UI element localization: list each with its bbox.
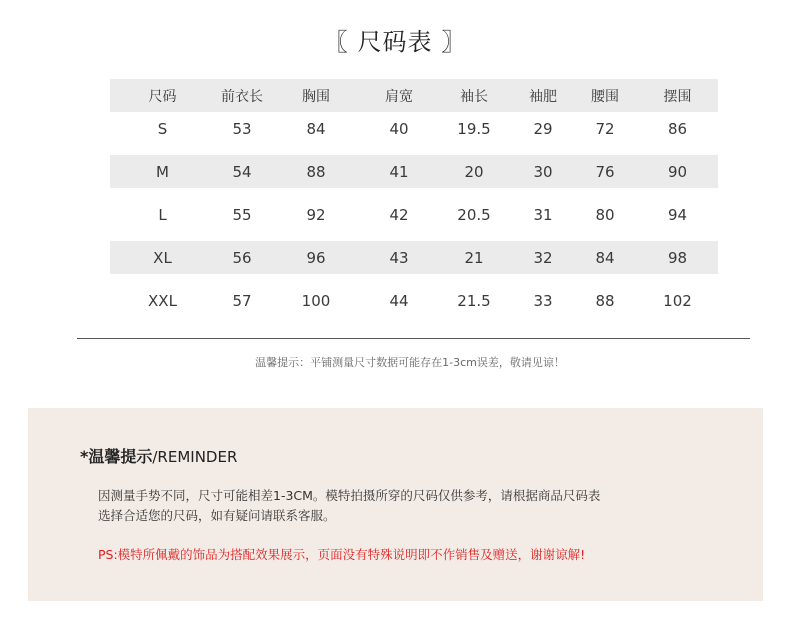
page-title: 〖 尺码表 〗 — [323, 28, 467, 56]
table-cell: XL — [110, 241, 215, 274]
table-cell: 20.5 — [457, 205, 491, 224]
table-cell: 53 — [232, 119, 252, 138]
table-cell: 21 — [435, 241, 513, 274]
reminder-line: 因测量手势不同，尺寸可能相差1-3CM。模特拍摄所穿的尺码仅供参考，请根据商品尺码表 — [98, 488, 601, 503]
header-cell: 前衣长 — [215, 79, 269, 112]
measurement-note: 温馨提示：平铺测量尺寸数据可能存在1-3cm误差，敬请见谅！ — [255, 356, 565, 369]
table-cell: 102 — [663, 291, 692, 310]
table-cell: 72 — [595, 119, 615, 138]
table-cell: 88 — [269, 155, 363, 188]
header-cell: 袖肥 — [513, 79, 573, 112]
divider — [77, 338, 750, 339]
header-cell: 肩宽 — [363, 79, 435, 112]
table-cell: 20 — [435, 155, 513, 188]
table-row — [110, 155, 718, 188]
header-cell: 胸围 — [269, 79, 363, 112]
table-cell: S — [157, 119, 168, 138]
reminder-ps: PS:模特所佩戴的饰品为搭配效果展示，页面没有特殊说明即不作销售及赠送，谢谢谅解! — [98, 547, 586, 562]
header-cell: 尺码 — [110, 79, 215, 112]
table-cell: 21.5 — [457, 291, 491, 310]
table-cell: 80 — [595, 205, 615, 224]
table-cell: 76 — [573, 155, 637, 188]
table-cell: XXL — [148, 291, 177, 310]
table-cell: 32 — [513, 241, 573, 274]
table-cell: 42 — [389, 205, 409, 224]
header-cell: 腰围 — [573, 79, 637, 112]
table-cell: 44 — [389, 291, 409, 310]
table-cell: 88 — [595, 291, 615, 310]
table-cell: 96 — [269, 241, 363, 274]
table-header-row — [110, 79, 718, 112]
table-cell: 86 — [667, 119, 688, 138]
table-cell: 29 — [533, 119, 553, 138]
table-cell: L — [158, 205, 167, 224]
table-cell: 90 — [637, 155, 718, 188]
table-cell: 84 — [573, 241, 637, 274]
table-cell: 92 — [306, 205, 326, 224]
reminder-title-rest: /REMINDER — [152, 448, 238, 466]
table-cell: 55 — [232, 205, 252, 224]
table-cell: M — [110, 155, 215, 188]
header-cell: 摆围 — [637, 79, 718, 112]
table-cell: 19.5 — [457, 119, 491, 138]
table-cell: 43 — [363, 241, 435, 274]
reminder-line: 选择合适您的尺码，如有疑问请联系客服。 — [98, 508, 336, 523]
table-cell: 30 — [513, 155, 573, 188]
table-cell: 54 — [215, 155, 269, 188]
table-cell: 40 — [389, 119, 409, 138]
reminder-panel — [28, 408, 763, 601]
table-row — [110, 284, 718, 317]
table-cell: 31 — [533, 205, 553, 224]
table-cell: 33 — [533, 291, 553, 310]
reminder-text — [98, 486, 600, 526]
table-cell: 98 — [637, 241, 718, 274]
table-cell: 94 — [667, 205, 688, 224]
table-cell: 84 — [306, 119, 326, 138]
size-table — [110, 79, 718, 317]
table-row — [110, 198, 718, 231]
table-cell: 100 — [301, 291, 331, 310]
table-cell: 57 — [232, 291, 252, 310]
table-row — [110, 241, 718, 274]
header-cell: 袖长 — [435, 79, 513, 112]
reminder-title — [80, 444, 237, 467]
reminder-title-bold: *温馨提示 — [80, 447, 153, 466]
table-cell: 56 — [215, 241, 269, 274]
table-row — [110, 112, 718, 145]
table-cell: 41 — [363, 155, 435, 188]
